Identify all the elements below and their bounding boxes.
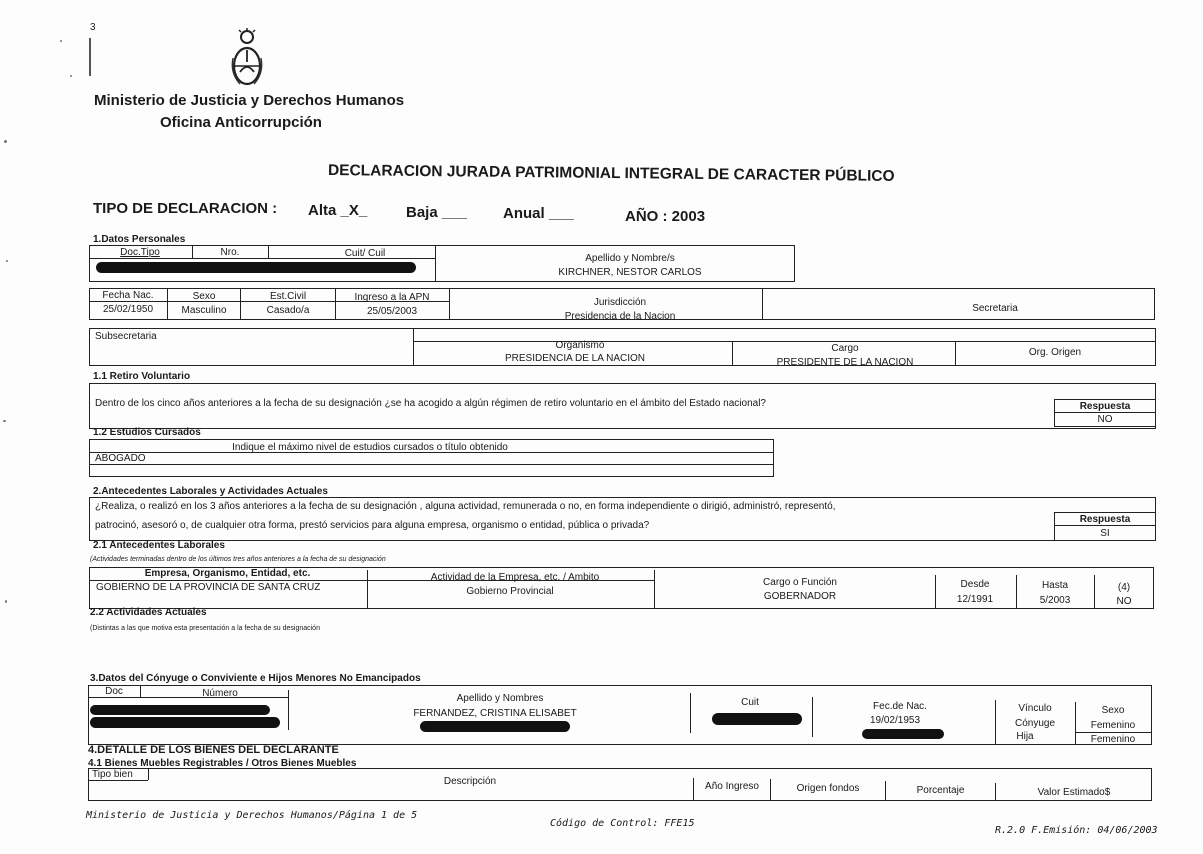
conyuge-heading: 3.Datos del Cónyuge o Conviviente e Hijos Menores No Emancipados — [90, 673, 421, 684]
footer-right: R.2.0 F.Emisión: 04/06/2003 — [995, 825, 1158, 836]
ministry-name: Ministerio de Justicia y Derechos Humanos — [94, 92, 405, 109]
laborales-cell-3: 12/1991 — [956, 594, 994, 605]
corner-mark: 3 — [90, 22, 96, 33]
laborales-header-1: Actividad de la Empresa, etc. / Ambito — [430, 572, 600, 583]
tipo-label: TIPO DE DECLARACION : — [93, 200, 278, 217]
redaction — [96, 262, 416, 273]
redaction — [90, 717, 280, 728]
cargo-label: Cargo — [831, 343, 859, 354]
bienes-heading: 4.DETALLE DE LOS BIENES DEL DECLARANTE — [88, 744, 339, 756]
organismo-label: Organismo — [555, 340, 605, 351]
antecedentes-question-2: patrocinó, asesoró o, de cualquier otra forma, prestó servicios para alguna empresa, organismo o entidad, pública o privada? — [95, 520, 650, 531]
redaction — [90, 705, 270, 715]
tipo-baja: Baja ___ — [406, 204, 467, 221]
bienes-header-4: Porcentaje — [916, 785, 965, 796]
conyuge-header-1: Número — [202, 688, 238, 699]
sexo-label: Sexo — [192, 291, 216, 302]
footer-control: Código de Control: FFE15 — [550, 818, 695, 829]
jurisdiccion-value: Presidencia de la Nacion — [564, 311, 676, 322]
conyuge-row-0-fecha: 19/02/1953 — [869, 715, 921, 726]
fecha-nac-value: 25/02/1950 — [102, 304, 154, 315]
laborales-header-2: Cargo o Función — [763, 577, 837, 588]
ingreso-label: Ingreso a la APN — [354, 292, 430, 303]
coat-of-arms-icon — [230, 28, 264, 88]
jurisdiccion-label: Jurisdicción — [593, 297, 647, 308]
antecedentes-respuesta-label: Respuesta — [1079, 514, 1131, 525]
conyuge-header-6: Sexo — [1101, 705, 1125, 716]
bienes-header-1: Descripción — [443, 776, 497, 787]
laborales-cell-5: NO — [1116, 596, 1132, 607]
conyuge-row-1-vinculo: Hija — [1016, 731, 1034, 742]
conyuge-header-2: Apellido y Nombres — [456, 693, 544, 704]
laborales-header-5: (4) — [1117, 582, 1131, 593]
redaction — [420, 721, 570, 732]
cargo-value: PRESIDENTE DE LA NACION — [776, 357, 914, 368]
fecha-nac-label: Fecha Nac. — [102, 290, 154, 301]
retiro-question: Dentro de los cinco años anteriores a la fecha de su designación ¿se ha acogido a algún régimen de retiro voluntario en el ámbito del Estado nacional? — [95, 398, 766, 409]
footer-left: Ministerio de Justicia y Derechos Humanos/Página 1 de 5 — [86, 810, 418, 821]
conyuge-row-1-sexo: Femenino — [1090, 734, 1136, 745]
retiro-respuesta-value: NO — [1097, 414, 1113, 425]
bienes-header-3: Origen fondos — [796, 783, 860, 794]
antecedentes-question-1: ¿Realiza, o realizó en los 3 años anteriores a la fecha de su designación , alguna actividad, remunerada o no, en forma independiente o dirigió, administró, representó, — [95, 501, 836, 512]
laborales-cell-1: Gobierno Provincial — [466, 586, 554, 597]
conyuge-row-0-nombre: FERNANDEZ, CRISTINA ELISABET — [413, 708, 577, 719]
conyuge-row-0-sexo: Femenino — [1090, 720, 1136, 731]
laborales-header-4: Hasta — [1041, 580, 1069, 591]
actuales-heading: 2.2 Actividades Actuales — [90, 607, 207, 618]
redaction — [712, 713, 802, 725]
tipo-anio: AÑO : 2003 — [625, 208, 706, 225]
retiro-respuesta-label: Respuesta — [1079, 401, 1131, 412]
antecedentes-heading: 2.Antecedentes Laborales y Actividades Actuales — [93, 486, 328, 497]
datos-personales-heading: 1.Datos Personales — [93, 234, 186, 245]
laborales-header-3: Desde — [960, 579, 990, 590]
conyuge-header-4: Fec.de Nac. — [873, 701, 927, 712]
laborales-heading: 2.1 Antecedentes Laborales — [93, 540, 225, 551]
subsecretaria-label: Subsecretaria — [95, 331, 157, 342]
antecedentes-respuesta-value: SI — [1100, 528, 1110, 539]
sexo-value: Masculino — [181, 305, 227, 316]
estudios-heading: 1.2 Estudios Cursados — [93, 427, 201, 438]
laborales-note: (Actividades terminadas dentro de los últimos tres años anteriores a la fecha de su designación — [90, 556, 386, 563]
laborales-header-0: Empresa, Organismo, Entidad, etc. — [144, 568, 311, 579]
apellido-label: Apellido y Nombre/s — [585, 253, 675, 264]
redaction — [862, 729, 944, 739]
office-name: Oficina Anticorrupción — [160, 114, 322, 131]
org-origen-label: Org. Origen — [1028, 347, 1082, 358]
nro-label: Nro. — [220, 247, 240, 258]
bienes-header-0: Tipo bien — [92, 769, 133, 780]
estudios-label: Indique el máximo nivel de estudios cursados o título obtenido — [232, 442, 508, 453]
secretaria-label: Secretaria — [972, 303, 1018, 314]
doc-tipo-label: Doc.Tipo — [120, 247, 160, 258]
est-civil-label: Est.Civil — [269, 291, 307, 302]
organismo-value: PRESIDENCIA DE LA NACION — [504, 353, 646, 364]
bienes-header-5: Valor Estimado$ — [1037, 787, 1111, 798]
bienes-header-2: Año Ingreso — [705, 781, 759, 792]
conyuge-header-0: Doc — [105, 686, 123, 697]
conyuge-row-0-vinculo: Cónyuge — [1014, 718, 1056, 729]
actuales-note: (Distintas a las que motiva esta presentación a la fecha de su designación — [90, 625, 320, 632]
est-civil-value: Casado/a — [266, 305, 310, 316]
laborales-cell-0: GOBIERNO DE LA PROVINCIA DE SANTA CRUZ — [96, 582, 321, 593]
cuit-label: Cuit/ Cuil — [344, 248, 386, 259]
estudios-value: ABOGADO — [95, 453, 146, 464]
retiro-heading: 1.1 Retiro Voluntario — [93, 371, 191, 382]
laborales-cell-2: GOBERNADOR — [763, 591, 837, 602]
conyuge-header-5: Vínculo — [1018, 703, 1052, 714]
tipo-anual: Anual ___ — [503, 205, 574, 222]
apellido-value: KIRCHNER, NESTOR CARLOS — [558, 267, 702, 278]
bienes-subheading: 4.1 Bienes Muebles Registrables / Otros Bienes Muebles — [88, 758, 357, 769]
conyuge-header-3: Cuit — [741, 697, 759, 708]
ingreso-value: 25/05/2003 — [366, 306, 418, 317]
tipo-alta: Alta _X_ — [308, 202, 368, 219]
document-title: DECLARACION JURADA PATRIMONIAL INTEGRAL DE CARACTER PÚBLICO — [327, 162, 895, 185]
laborales-cell-4: 5/2003 — [1039, 595, 1071, 606]
